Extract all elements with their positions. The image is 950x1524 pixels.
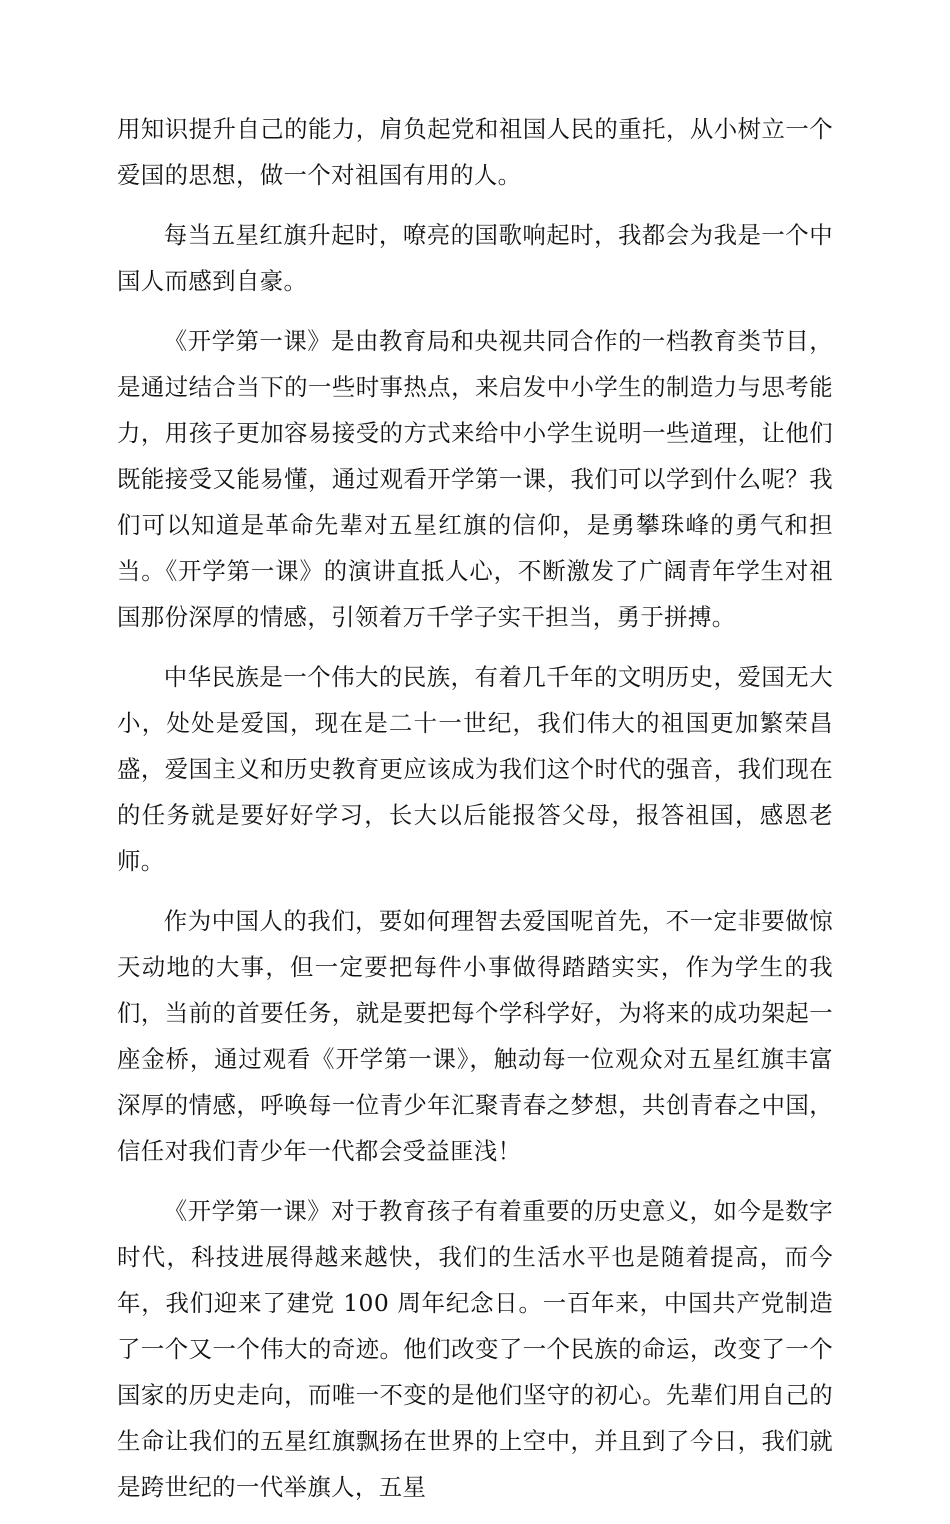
paragraph-5: 作为中国人的我们，要如何理智去爱国呢首先，不一定非要做惊天动地的大事，但一定要把每件小事做得踏踏实实，作为学生的我们，当前的首要任务，就是要把每个学科学好，为将来的成功架起一座金桥，通过观看《开学第一课》，触动每一位观众对五星红旗丰富深厚的情感，呼唤每一位青少年汇聚青春之梦想，共创青春之中国，信任对我们青少年一代都会受益匪浅！: [117, 907, 833, 1165]
paragraph-6: 《开学第一课》对于教育孩子有着重要的历史意义，如今是数字时代，科技进展得越来越快，我们的生活水平也是随着提高，而今年，我们迎来了建党 100 周年纪念日。一百年来，中国共产党制造了一个又一个伟大的奇迹。他们改变了一个民族的命运，改变了一个国家的历史走向，而唯一不变的是他们坚守的初心。先辈们用自己的生命让我们的五星红旗飘扬在世界的上空中，并且到了今日，我们就是跨世纪的一代举旗人，五星: [117, 1197, 833, 1501]
paragraph-3: 《开学第一课》是由教育局和央视共同合作的一档教育类节目，是通过结合当下的一些时事热点，来启发中小学生的制造力与思考能力，用孩子更加容易接受的方式来给中小学生说明一些道理，让他们既能接受又能易懂，通过观看开学第一课，我们可以学到什么呢？我们可以知道是革命先辈对五星红旗的信仰，是勇攀珠峰的勇气和担当。《开学第一课》的演讲直抵人心，不断激发了广阔青年学生对祖国那份深厚的情感，引领着万千学子实干担当，勇于拼搏。: [117, 327, 833, 631]
paragraph-4: 中华民族是一个伟大的民族，有着几千年的文明历史，爱国无大小，处处是爱国，现在是二十一世纪，我们伟大的祖国更加繁荣昌盛，爱国主义和历史教育更应该成为我们这个时代的强音，我们现在的任务就是要好好学习，长大以后能报答父母，报答祖国，感恩老师。: [117, 663, 833, 875]
document-page: [117, 106, 833, 1524]
paragraph-1: 用知识提升自己的能力，肩负起党和祖国人民的重托，从小树立一个爱国的思想，做一个对祖国有用的人。: [117, 115, 833, 189]
paragraph-2: 每当五星红旗升起时，嘹亮的国歌响起时，我都会为我是一个中国人而感到自豪。: [117, 221, 833, 295]
